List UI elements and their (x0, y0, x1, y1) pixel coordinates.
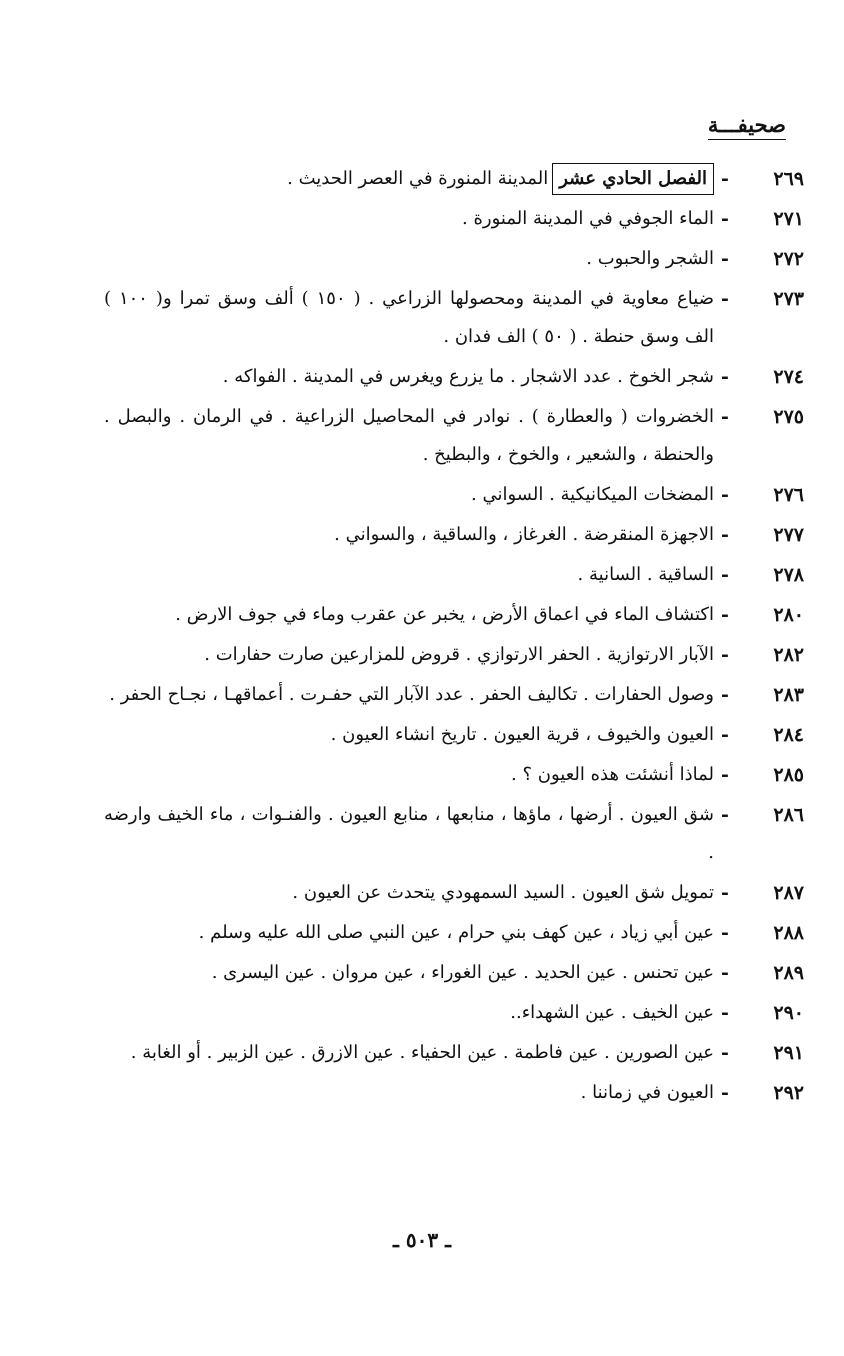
entry-text: الاجهزة المنقرضة . الغرغاز ، والساقية ، والسواني . (334, 524, 714, 545)
entry-dash: - (721, 644, 729, 666)
entry-text: المضخات الميكانيكية . السواني . (471, 484, 714, 505)
entry-page-number: ٢٨٨ (773, 922, 804, 944)
toc-entry (104, 676, 804, 714)
entry-dash: - (721, 962, 729, 984)
entry-text: تمويل شق العيون . السيد السمهودي يتحدث عن العيون . (292, 882, 714, 903)
entry-text-content: المدينة المنورة في العصر الحديث . (287, 168, 549, 189)
toc-entry (104, 398, 804, 474)
entry-text (104, 160, 714, 198)
entry-dash: - (721, 922, 729, 944)
toc-entry (104, 756, 804, 794)
toc-entry (104, 796, 804, 872)
column-header: صحيفـــة (708, 112, 786, 140)
entry-dash: - (721, 684, 729, 706)
toc-entry (104, 476, 804, 514)
entry-text: العيون والخيوف ، قرية العيون . تاريخ انشاء العيون . (330, 724, 714, 745)
toc-entry (104, 874, 804, 912)
entry-text: عين تحنس . عين الحديد . عين الغوراء ، عين مروان . عين اليسرى . (211, 962, 714, 983)
entry-page-number: ٢٨٦ (773, 804, 804, 826)
entry-text: عين الخيف . عين الشهداء.. (510, 1002, 714, 1023)
entry-page-number: ٢٨٢ (773, 644, 804, 666)
toc-entry (104, 1034, 804, 1072)
entry-page-number: ٢٨٠ (773, 604, 804, 626)
toc-entry (104, 516, 804, 554)
entry-page-number: ٢٧٨ (773, 564, 804, 586)
entry-page-number: ٢٧٤ (773, 366, 804, 388)
entry-dash: - (721, 524, 729, 546)
entry-text: ضياع معاوية في المدينة ومحصولها الزراعي . ( ١٥٠ ) ألف وسق تمرا و( ١٠٠ ) الف وسق حنطة . ( ٥٠ ) الف فدان . (104, 288, 714, 347)
entry-dash: - (721, 248, 729, 270)
entry-page-number: ٢٧٢ (773, 248, 804, 270)
entry-text: اكتشاف الماء في اعماق الأرض ، يخبر عن عقرب وماء في جوف الارض . (175, 604, 714, 625)
entry-page-number: ٢٩٢ (773, 1082, 804, 1104)
page-number: ـ ٥٠٣ ـ (393, 1228, 451, 1252)
entry-page-number: ٢٨٩ (773, 962, 804, 984)
toc-entry (104, 358, 804, 396)
entry-text: الساقية . السانية . (577, 564, 714, 585)
entry-dash: - (721, 604, 729, 626)
chapter-title-box: الفصل الحادي عشر (552, 163, 714, 195)
entry-dash: - (721, 804, 729, 826)
entry-page-number: ٢٧٦ (773, 484, 804, 506)
entry-text: الشجر والحبوب . (586, 248, 714, 269)
toc-entry (104, 160, 804, 198)
entry-page-number: ٢٨٧ (773, 882, 804, 904)
entry-page-number: ٢٨٥ (773, 764, 804, 786)
entry-text: الماء الجوفي في المدينة المنورة . (462, 208, 714, 229)
toc-entry (104, 636, 804, 674)
toc-entry (104, 1074, 804, 1112)
entry-dash: - (721, 1002, 729, 1024)
entry-text: عين أبي زياد ، عين كهف بني حرام ، عين النبي صلى الله عليه وسلم . (198, 922, 714, 943)
entry-dash: - (721, 406, 729, 428)
entry-dash: - (721, 484, 729, 506)
toc-entry (104, 596, 804, 634)
toc-entry (104, 994, 804, 1032)
entry-text: الآبار الارتوازية . الحفر الارتوازي . قروض للمزارعين صارت حفارات . (204, 644, 714, 665)
entry-dash: - (721, 764, 729, 786)
entry-text: عين الصورين . عين فاطمة . عين الحفياء . عين الازرق . عين الزبير . أو الغابة . (130, 1042, 714, 1063)
toc-entry (104, 716, 804, 754)
entry-text: الخضروات ( والعطارة ) . نوادر في المحاصيل الزراعية . في الرمان . والبصل . والحنطة ، والشعير ، والخوخ ، والبطيخ . (104, 406, 714, 465)
entry-page-number: ٢٨٣ (773, 684, 804, 706)
entry-dash: - (721, 168, 729, 190)
toc-entry (104, 914, 804, 952)
entry-page-number: ٢٨٤ (773, 724, 804, 746)
entry-page-number: ٢٧١ (773, 208, 804, 230)
entry-dash: - (721, 1042, 729, 1064)
entry-text: شق العيون . أرضها ، ماؤها ، منابعها ، منابع العيون . والفنـوات ، ماء الخيف وارضه . (104, 804, 714, 863)
entry-page-number: ٢٧٣ (773, 288, 804, 310)
entry-dash: - (721, 366, 729, 388)
toc-entry (104, 280, 804, 356)
entry-page-number: ٢٧٧ (773, 524, 804, 546)
entry-page-number: ٢٩١ (773, 1042, 804, 1064)
entry-text: العيون في زماننا . (580, 1082, 714, 1103)
entry-text: لماذا أنشئت هذه العيون ؟ . (511, 764, 714, 785)
entry-page-number: ٢٧٥ (773, 406, 804, 428)
entry-page-number: ٢٩٠ (773, 1002, 804, 1024)
entry-dash: - (721, 208, 729, 230)
entry-dash: - (721, 724, 729, 746)
entry-dash: - (721, 882, 729, 904)
table-of-contents (104, 160, 804, 1114)
entry-dash: - (721, 1082, 729, 1104)
entry-dash: - (721, 288, 729, 310)
entry-page-number: ٢٦٩ (773, 168, 804, 190)
toc-entry (104, 240, 804, 278)
toc-entry (104, 556, 804, 594)
entry-dash: - (721, 564, 729, 586)
toc-entry (104, 954, 804, 992)
entry-text: وصول الحفارات . تكاليف الحفر . عدد الآبار التي حفـرت . أعماقهـا ، نجـاح الحفر . (109, 684, 714, 705)
entry-text: شجر الخوخ . عدد الاشجار . ما يزرع ويغرس في المدينة . الفواكه . (222, 366, 714, 387)
toc-entry (104, 200, 804, 238)
